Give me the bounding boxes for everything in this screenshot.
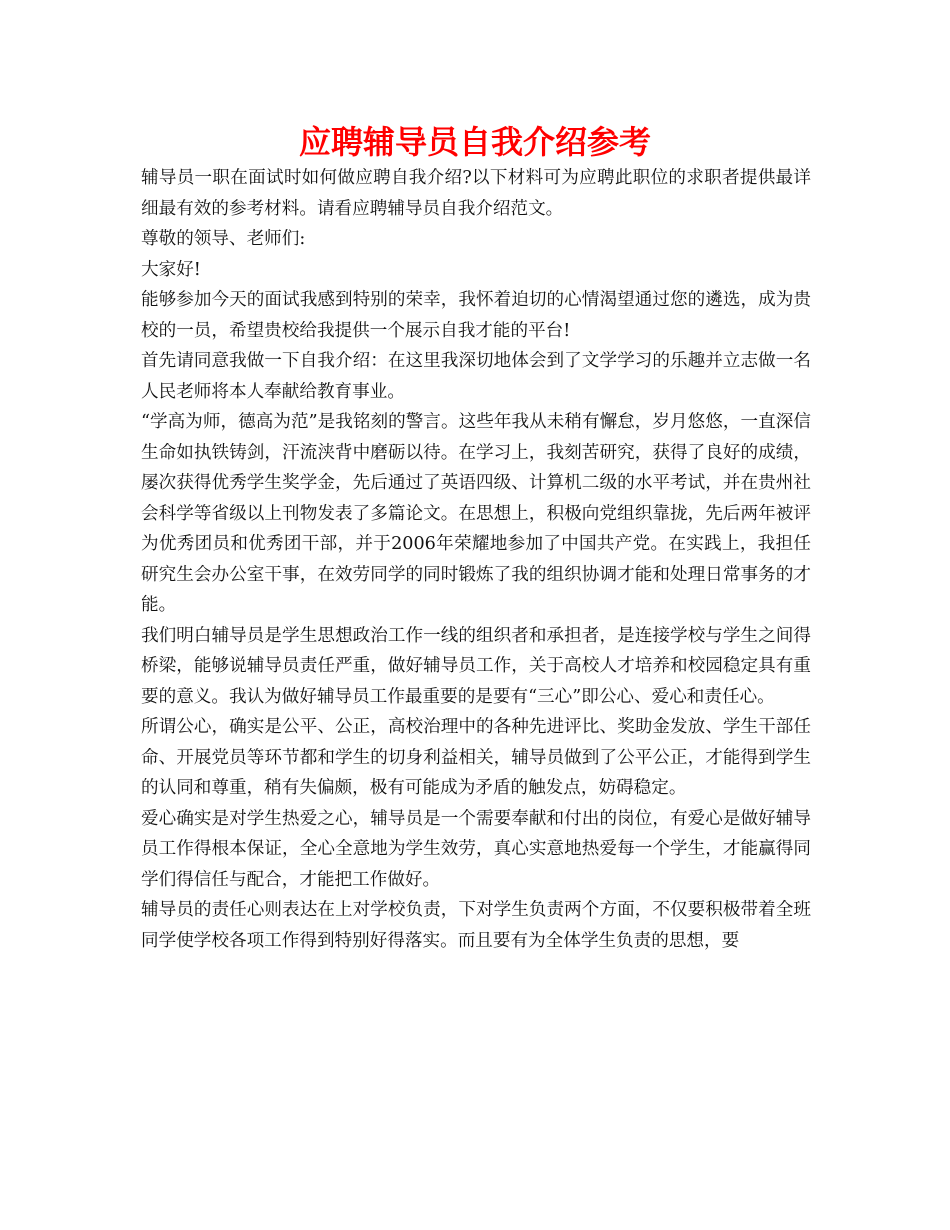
paragraph-self-intro: 首先请同意我做一下自我介绍：在这里我深切地体会到了文学学习的乐趣并立志做一名人民老师将本人奉献给教育事业。 [141, 351, 811, 402]
paragraph-love: 爱心确实是对学生热爱之心，辅导员是一个需要奉献和付出的岗位，有爱心是做好辅导员工作得根本保证，全心全意地为学生效劳，真心实意地热爱每一个学生，才能赢得同学们得信任与配合，才能把工作做好。 [141, 808, 811, 890]
paragraph-fairness: 所谓公心，确实是公平、公正，高校治理中的各种先进评比、奖助金发放、学生干部任命、开展党员等环节都和学生的切身利益相关，辅导员做到了公平公正，才能得到学生的认同和尊重，稍有失偏颇，极有可能成为矛盾的触发点，妨碍稳定。 [141, 717, 811, 798]
document-title: 应聘辅导员自我介绍参考 [298, 123, 651, 161]
paragraph-role: 我们明白辅导员是学生思想政治工作一线的组织者和承担者，是连接学校与学生之间得桥梁，能够说辅导员责任严重，做好辅导员工作，关于高校人才培养和校园稳定具有重要的意义。我认为做好辅导员工作最重要的是要有“三心”即公心、爱心和责任心。 [141, 625, 811, 707]
paragraph-opening: 能够参加今天的面试我感到特别的荣幸，我怀着迫切的心情渴望通过您的遴选，成为贵校的一员，希望贵校给我提供一个展示自我才能的平台! [141, 290, 811, 341]
paragraph-salutation: 尊敬的领导、老师们: [141, 229, 306, 249]
document-body [141, 163, 811, 956]
paragraph-intro: 辅导员一职在面试时如何做应聘自我介绍?以下材料可为应聘此职位的求职者提供最详细最有效的参考材料。请看应聘辅导员自我介绍范文。 [141, 168, 811, 219]
paragraph-motto: “学高为师，德高为范”是我铭刻的警言。这些年我从未稍有懈怠，岁月悠悠，一直深信生命如执铁铸剑，汗流浃背中磨砺以待。在学习上，我刻苦研究，获得了良好的成绩，屡次获得优秀学生奖学金，先后通过了英语四级、计算机二级的水平考试，并在贵州社会科学等省级以上刊物发表了多篇论文。在思想上，积极向党组织靠拢，先后两年被评为优秀团员和优秀团干部，并于2006年荣耀地参加了中国共产党。在实践上，我担任研究生会办公室干事，在效劳同学的同时锻炼了我的组织协调才能和处理日常事务的才能。 [141, 412, 811, 615]
paragraph-responsibility: 辅导员的责任心则表达在上对学校负责，下对学生负责两个方面，不仅要积极带着全班同学使学校各项工作得到特别好得落实。而且要有为全体学生负责的思想，要 [141, 900, 811, 951]
paragraph-greeting: 大家好! [141, 259, 201, 280]
